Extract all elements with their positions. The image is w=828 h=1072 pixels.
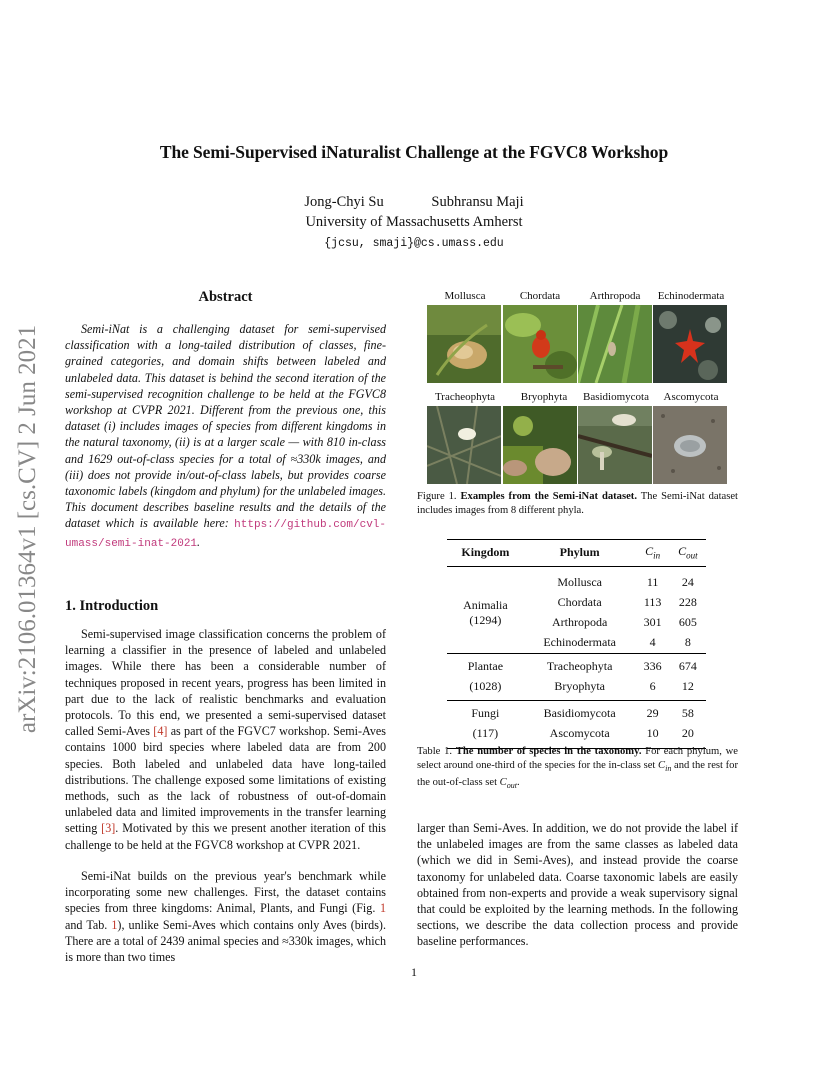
figure-ref-link[interactable]: 1	[379, 901, 386, 916]
text-run: Semi-iNat builds on the previous year's benchmark while incorporating some new challenges. First, the dataset contains species from three kingdoms: Animal, Plants, and Fungi (Fig.	[65, 869, 386, 916]
kingdom-name: Plantae	[447, 653, 524, 677]
text-run: ), unlike Semi-Aves which contains only Aves (birds). There are a total of 2439 animal species and ≈330k images, which is more than two times	[65, 917, 386, 965]
mollusca-photo	[427, 305, 501, 383]
math-symbol: C	[499, 777, 507, 789]
cout-cell: 228	[678, 595, 697, 610]
tracheophyta-photo	[427, 406, 501, 484]
abstract-body	[65, 321, 386, 552]
math-symbol: C	[658, 760, 666, 771]
abstract-end: .	[197, 534, 201, 549]
intro-paragraph-2	[65, 868, 386, 965]
author-name: Jong-Chyi Su	[304, 194, 384, 210]
math-symbol: C	[678, 544, 687, 558]
phylum-cell: Chordata	[557, 595, 602, 610]
arxiv-stamp	[10, 296, 46, 762]
math-symbol	[499, 777, 517, 791]
section-heading-introduction: 1. Introduction	[65, 598, 159, 614]
table-header-kingdom: Kingdom	[447, 540, 524, 567]
phylum-cell: Bryophyta	[554, 679, 605, 694]
caption-lead: Figure 1.	[417, 491, 461, 502]
intro-paragraph-continued: larger than Semi-Aves. In addition, we do not provide the label if the unlabeled images are from the same classes as labeled data (which we did in Semi-Aves), and instead provide the coarse taxonomy for unlabeled data. Coarse taxonomic labels are easily obtained from non-experts and provide a weak supervisory signal that could be exploited by the learning methods. In the following sections, we describe the data collection process and provide baseline performances.	[417, 821, 738, 949]
caption-bold: Examples from the Semi-iNat dataset.	[460, 491, 637, 502]
text-run: Semi-supervised image classification concerns the problem of learning a classifier in the presence of labeled and unlabeled images. While there has been a considerable number of techniques proposed in recent years, progress has been limited in part due to the lack of realistic benchmarks and evaluation protocols. To this end, we presented a semi-supervised dataset called Semi-Aves	[65, 627, 386, 739]
abstract-text: Semi-iNat is a challenging dataset for semi-supervised classification with a long-tailed distribution of classes, fine-grained categories, and domain shifts between labeled and unlabeled data. This dataset is behind the second iteration of the semi-supervised recognition challenge to be held at the FGVC8 workshop at CVPR 2021. Different from the previous one, this dataset (i) includes images of species from different kingdoms in the natural taxonomy, (ii) is at a larger scale — with 810 in-class and 1629 out-of-class species for a total of ≈330k images, and (iii) does not provide in/out-of-class labels, but provides coarse taxonomic labels (kingdom and phylum) for the unlabeled images. This document describes baseline results and the details of the dataset which is available here:	[65, 322, 386, 531]
caption-text: .	[516, 777, 520, 789]
phylum-cell: Tracheophyta	[524, 653, 636, 677]
cout-cell: 605	[678, 615, 697, 630]
cin-cell: 4	[649, 635, 656, 650]
author-email: {jcsu, smaji}@cs.umass.edu	[324, 237, 504, 250]
math-subscript: in	[665, 764, 672, 774]
kingdom-name: Animalia	[463, 597, 508, 612]
basidiomycota-photo	[578, 406, 652, 484]
cout-cell: 674	[670, 653, 706, 677]
taxonomy-table	[447, 539, 706, 749]
math-subscript: out	[506, 781, 517, 791]
figure-label: Mollusca	[444, 290, 486, 302]
table-row	[447, 653, 706, 677]
cin-cell: 336	[636, 653, 670, 677]
arthropoda-photo	[578, 305, 652, 383]
chordata-photo	[503, 305, 577, 383]
table-header-cin	[636, 540, 670, 567]
figure-label: Ascomycota	[663, 391, 719, 403]
cout-cell: 24	[681, 575, 694, 590]
arxiv-stamp-text: arXiv:2106.01364v1 [cs.CV] 2 Jun 2021	[14, 324, 41, 734]
caption-lead: Table 1.	[417, 746, 456, 757]
text-run: as part of the FGVC7 workshop. Semi-Aves contains 1000 bird species where labeled data are from 200 species. Both labeled and unlabeled data have long-tailed distributions. The challenge exposed some limitations of existing methods, such as the lack of robustness of out-of-domain unlabeled data and limited improvements in the transfer learning setting	[65, 724, 386, 836]
phylum-cell: Mollusca	[557, 575, 602, 590]
cin-cell: 113	[643, 595, 662, 610]
page-number: 1	[411, 965, 417, 979]
paper-title: The Semi-Supervised iNaturalist Challenge at the FGVC8 Workshop	[159, 142, 669, 162]
math-symbol: C	[645, 544, 654, 558]
figure-label: Arthropoda	[589, 290, 641, 302]
kingdom-count: (117)	[447, 724, 524, 749]
citation-link[interactable]: [3]	[101, 821, 116, 836]
dataset-link[interactable]: https://github.com/cvl-umass/semi-inat-2021	[65, 519, 386, 550]
cin-cell: 11	[646, 575, 659, 590]
text-run: and Tab.	[65, 917, 112, 932]
kingdom-count: (1028)	[469, 679, 502, 694]
math-subscript: out	[686, 550, 698, 561]
cout-cell: 58	[670, 700, 706, 724]
table-header-phylum: Phylum	[524, 540, 636, 567]
figure-label: Echinodermata	[657, 290, 725, 302]
affiliation: University of Massachusetts Amherst	[305, 214, 523, 230]
cout-cell: 20	[670, 724, 706, 749]
table-row	[447, 677, 706, 701]
table-header-cout	[670, 540, 706, 567]
phylum-cell: Arthropoda	[552, 615, 608, 630]
phylum-cell: Basidiomycota	[524, 700, 636, 724]
bryophyta-photo	[503, 406, 577, 484]
caption-bold: The number of species in the taxonomy.	[455, 746, 642, 757]
figure-label: Chordata	[519, 290, 561, 302]
cin-cell: 29	[636, 700, 670, 724]
cout-cell: 8	[684, 635, 691, 650]
caption-text: The Semi-iNat dataset includes images from 8 different phyla.	[417, 491, 739, 516]
cin-cell: 10	[636, 724, 670, 749]
author-name: Subhransu Maji	[431, 194, 524, 210]
kingdom-count: (1294)	[469, 612, 502, 627]
table-ref-link[interactable]: 1	[111, 917, 118, 932]
figure-caption	[417, 490, 738, 518]
math-symbol	[658, 760, 672, 774]
cin-cell: 301	[643, 615, 662, 630]
citation-link[interactable]: [4]	[153, 724, 168, 739]
phylum-cell: Ascomycota	[524, 724, 636, 749]
figure-label: Tracheophyta	[434, 391, 496, 403]
table-row	[447, 700, 706, 724]
table-row	[447, 573, 706, 593]
intro-paragraph-1	[65, 626, 386, 853]
caption-text: For each phylum, we select around one-third of the species for the in-class set	[417, 746, 738, 771]
text-run: . Motivated by this we present another iteration of this challenge to be held at the FGVC8 workshop at CVPR 2021.	[65, 821, 386, 852]
abstract-heading: Abstract	[198, 289, 253, 305]
kingdom-name: Fungi	[447, 700, 524, 724]
figure-label: Bryophyta	[520, 391, 568, 403]
phylum-cell: Echinodermata	[543, 635, 616, 650]
math-subscript: in	[653, 550, 661, 561]
ascomycota-photo	[653, 406, 727, 484]
author-list	[0, 194, 828, 211]
table-caption	[417, 745, 738, 793]
cin-cell: 6	[649, 679, 656, 694]
caption-text: and the rest for the out-of-class set	[417, 760, 739, 789]
kingdom-cell	[447, 573, 524, 654]
cout-cell: 12	[681, 679, 694, 694]
figure-label: Basidiomycota	[583, 391, 649, 403]
echinodermata-photo	[653, 305, 727, 383]
